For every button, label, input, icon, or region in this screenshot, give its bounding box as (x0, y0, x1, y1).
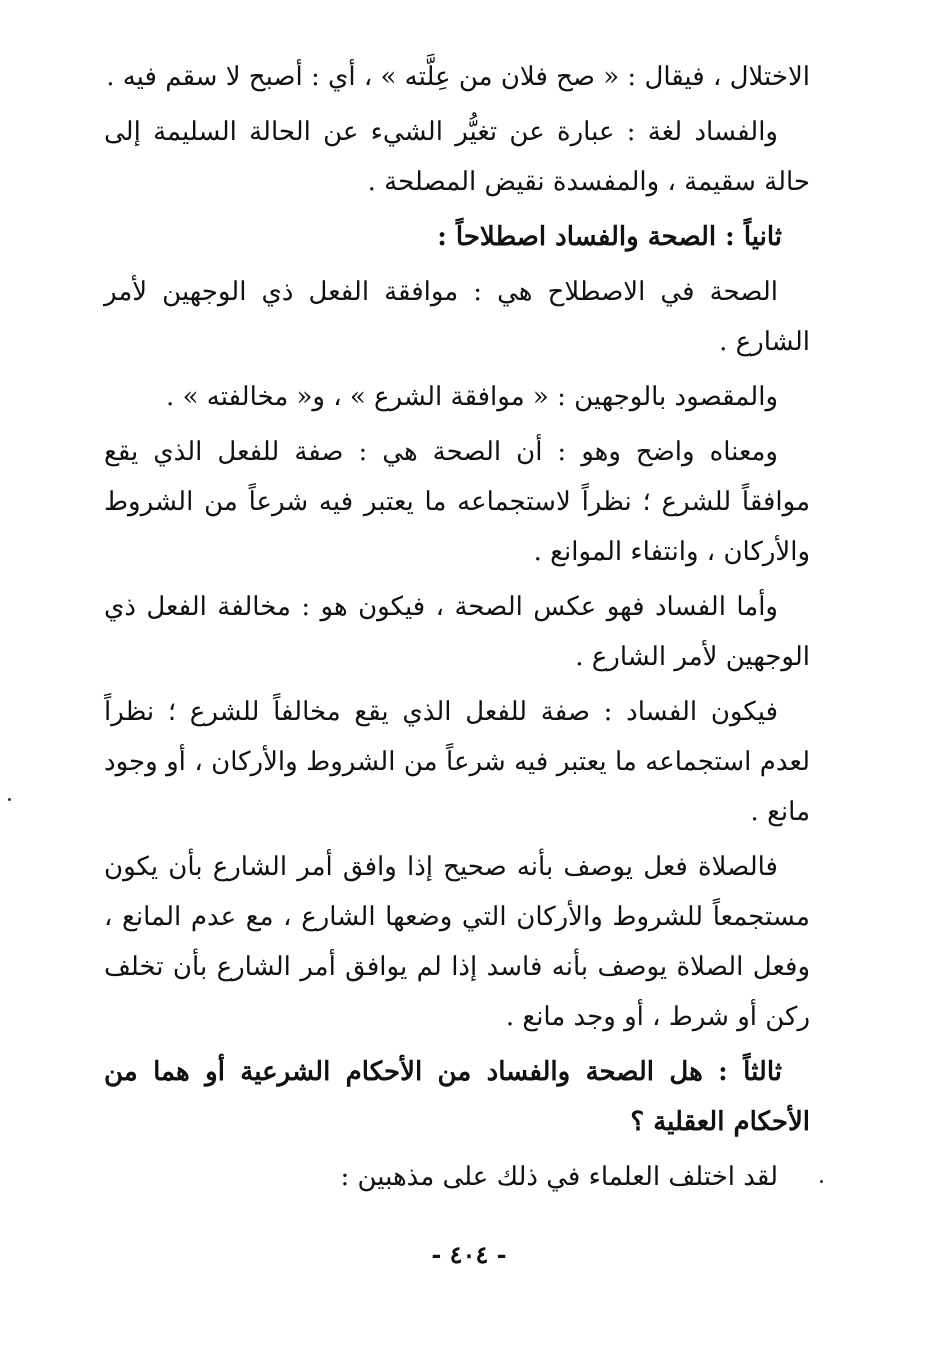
paragraph-definition-continued: الاختلال ، فيقال : « صح فلان من عِلَّته » ، أي : أصبح لا سقم فيه . (106, 62, 810, 92)
page-number: - ٤٠٤ - (431, 1240, 507, 1269)
paragraph-prayer-example: فالصلاة فعل يوصف بأنه صحيح إذا وافق أمر الشارع بأن يكون مستجمعاً للشروط والأركان التي وضعها الشارع ، مع عدم المانع ، وفعل الصلاة يوصف بأنه فاسد إذا لم يوافق أمر الشارع بأن تخلف ركن أو شرط ، أو وجد مانع . (104, 852, 810, 1032)
heading-third-section: ثالثاً : هل الصحة والفساد من الأحكام الشرعية أو هما من الأحكام العقلية ؟ (104, 1057, 810, 1137)
paragraph-fasad-linguistic: والفساد لغة : عبارة عن تغيُّر الشيء عن الحالة السليمة إلى حالة سقيمة ، والمفسدة نقيض المصلحة . (104, 117, 810, 197)
paragraph-fasad-opposite: وأما الفساد فهو عكس الصحة ، فيكون هو : مخالفة الفعل ذي الوجهين لأمر الشارع . (104, 592, 810, 672)
scan-speck (8, 798, 11, 801)
paragraph-fasad-description: فيكون الفساد : صفة للفعل الذي يقع مخالفاً للشرع ؛ نظراً لعدم استجماعه ما يعتبر فيه شرعاً من الشروط والأركان ، أو وجود مانع . (104, 697, 810, 827)
page-body-text (104, 52, 810, 1207)
paragraph-two-aspects: والمقصود بالوجهين : « موافقة الشرع » ، و« مخالفته » . (166, 382, 778, 412)
scan-speck (820, 1180, 823, 1183)
paragraph-scholars-disagree: لقد اختلف العلماء في ذلك على مذهبين : (340, 1162, 778, 1192)
heading-second-section: ثانياً : الصحة والفساد اصطلاحاً : (437, 222, 782, 252)
paragraph-meaning-sihha: ومعناه واضح وهو : أن الصحة هي : صفة للفعل الذي يقع موافقاً للشرع ؛ نظراً لاستجماعه ما يعتبر فيه شرعاً من الشروط والأركان ، وانتفاء الموانع . (104, 437, 810, 567)
paragraph-sihha-technical: الصحة في الاصطلاح هي : موافقة الفعل ذي الوجهين لأمر الشارع . (104, 277, 810, 357)
